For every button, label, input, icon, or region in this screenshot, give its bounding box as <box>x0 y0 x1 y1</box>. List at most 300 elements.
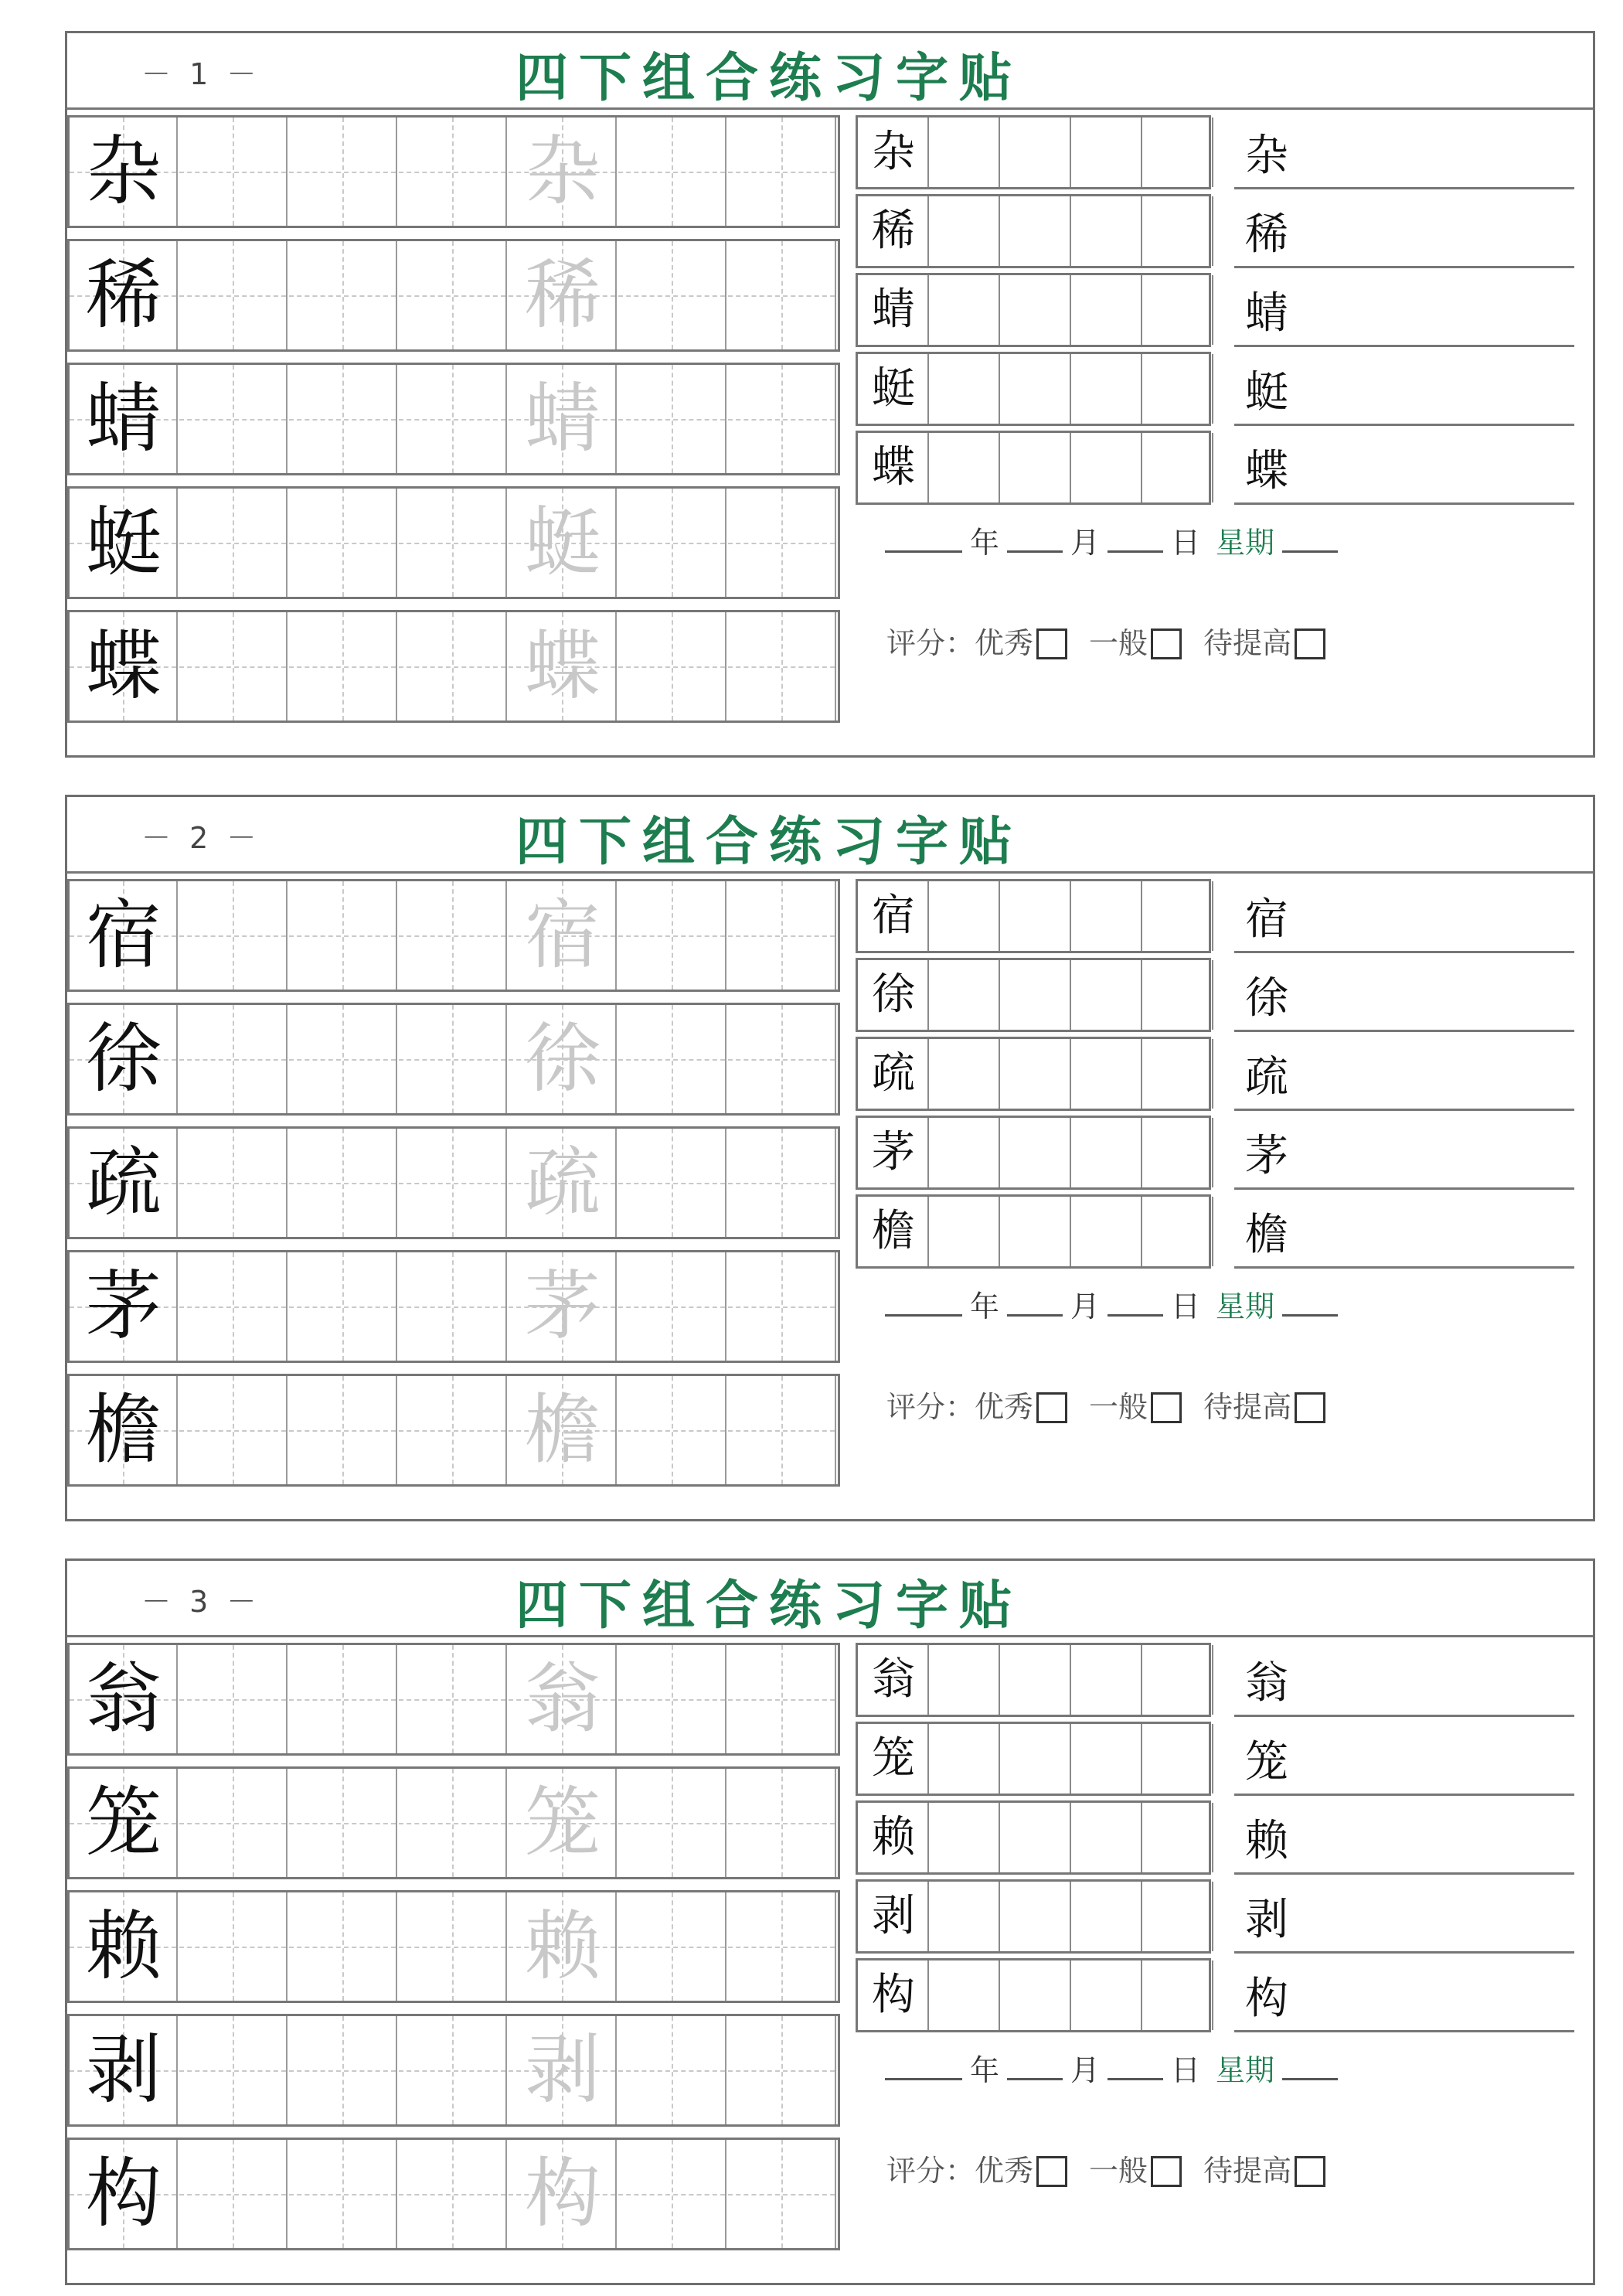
grid-cell[interactable] <box>179 1129 288 1237</box>
trace-character: 杂 <box>524 128 601 216</box>
grid-cell[interactable] <box>179 365 288 473</box>
grid-cell[interactable] <box>728 1129 836 1237</box>
score-label: 评分： <box>886 1390 975 1424</box>
date-line <box>885 1283 1338 1325</box>
grid-cell[interactable] <box>728 1252 836 1361</box>
grid-cell[interactable] <box>289 365 397 473</box>
small-model-character: 茅 <box>872 1127 915 1177</box>
grid-cell[interactable] <box>179 881 288 990</box>
day-blank[interactable] <box>1108 2055 1163 2080</box>
score-option-excellent: 优秀 <box>975 626 1034 660</box>
grid-cell[interactable] <box>289 2016 397 2124</box>
practice-row <box>67 1374 840 1487</box>
grid-cell[interactable] <box>728 881 836 990</box>
small-grid-cell[interactable] <box>1000 1039 1071 1109</box>
grid-cell[interactable] <box>728 1769 836 1877</box>
small-grid-cell[interactable] <box>929 118 1000 187</box>
small-grid-cell[interactable] <box>1000 960 1071 1030</box>
grid-cell[interactable] <box>618 1129 726 1237</box>
small-grid-cell[interactable] <box>1071 881 1142 951</box>
score-line <box>886 619 1347 662</box>
small-grid-cell[interactable] <box>929 1645 1000 1715</box>
month-blank[interactable] <box>1007 2055 1063 2080</box>
line-character: 茅 <box>1245 1131 1288 1181</box>
title-rule <box>67 871 1593 874</box>
trace-character: 茅 <box>524 1262 601 1351</box>
sheet-title: 四下组合练习字贴 <box>515 1576 1023 1637</box>
date-line <box>885 2046 1338 2089</box>
small-grid-cell[interactable] <box>1000 354 1071 424</box>
grid-cell[interactable] <box>289 1005 397 1113</box>
small-grid-cell[interactable] <box>1071 1803 1142 1872</box>
line-character: 蜓 <box>1245 367 1288 417</box>
small-practice-row <box>856 1722 1211 1796</box>
grid-cell[interactable] <box>179 118 288 226</box>
grid-cell[interactable] <box>728 118 836 226</box>
writing-line[interactable] <box>1234 431 1574 505</box>
score-label: 评分： <box>886 626 975 660</box>
small-grid-cell[interactable] <box>1142 1645 1213 1715</box>
small-grid-cell[interactable] <box>1000 118 1071 187</box>
grid-cell[interactable] <box>728 1645 836 1753</box>
model-character: 蜻 <box>85 375 162 463</box>
grid-cell[interactable] <box>399 365 507 473</box>
small-grid-cell[interactable] <box>929 275 1000 345</box>
trace-character: 蝶 <box>524 622 601 710</box>
small-grid-cell[interactable] <box>929 1803 1000 1872</box>
small-grid-cell[interactable] <box>1071 1724 1142 1794</box>
small-grid-cell[interactable] <box>1000 1197 1071 1266</box>
year-label: 年 <box>970 1289 1000 1323</box>
small-grid-cell[interactable] <box>1071 118 1142 187</box>
practice-sheet <box>65 795 1595 1521</box>
small-grid-cell[interactable] <box>1000 1882 1071 1951</box>
grid-cell[interactable] <box>289 1769 397 1877</box>
small-practice-row <box>856 1958 1211 2032</box>
practice-row <box>67 1766 840 1879</box>
writing-line[interactable] <box>1234 352 1574 426</box>
practice-row <box>67 1003 840 1116</box>
line-character: 翁 <box>1245 1658 1288 1708</box>
day-label: 日 <box>1171 2053 1201 2087</box>
weekday-label: 星期 <box>1216 526 1275 560</box>
practice-row <box>67 1126 840 1239</box>
score-line <box>886 2147 1347 2189</box>
model-character: 徐 <box>85 1015 162 1103</box>
small-grid-cell[interactable] <box>929 1960 1000 2030</box>
writing-line[interactable] <box>1234 1037 1574 1111</box>
trace-character: 疏 <box>524 1139 601 1227</box>
grid-cell[interactable] <box>618 1645 726 1753</box>
small-grid-cell[interactable] <box>1071 433 1142 502</box>
practice-row <box>67 486 840 599</box>
model-character: 杂 <box>85 128 162 216</box>
small-practice-row <box>856 352 1211 426</box>
practice-row <box>67 363 840 475</box>
grid-cell[interactable] <box>728 612 836 720</box>
grid-cell[interactable] <box>399 1892 507 2001</box>
small-grid-cell[interactable] <box>1142 1724 1213 1794</box>
grid-cell[interactable] <box>618 2140 726 2248</box>
model-character: 檐 <box>85 1386 162 1474</box>
score-option-excellent: 优秀 <box>975 2154 1034 2188</box>
sheet-title: 四下组合练习字贴 <box>515 48 1023 109</box>
small-model-character: 笼 <box>872 1733 915 1783</box>
small-grid-cell[interactable] <box>1000 1118 1071 1187</box>
line-character: 稀 <box>1245 210 1288 260</box>
model-character: 赖 <box>85 1903 162 1991</box>
page-number: － 2 － <box>141 821 261 855</box>
grid-cell[interactable] <box>618 1252 726 1361</box>
grid-cell[interactable] <box>179 1252 288 1361</box>
small-grid-cell[interactable] <box>929 354 1000 424</box>
score-line <box>886 1383 1347 1426</box>
trace-character: 檐 <box>524 1386 601 1474</box>
score-label: 评分： <box>886 2154 975 2188</box>
score-option-needs-improvement: 待提高 <box>1203 1390 1292 1424</box>
small-grid-cell[interactable] <box>929 1197 1000 1266</box>
small-model-character: 徐 <box>872 969 915 1020</box>
line-character: 笼 <box>1245 1737 1288 1787</box>
score-option-average: 一般 <box>1089 626 1148 660</box>
grid-cell[interactable] <box>618 489 726 597</box>
year-blank[interactable] <box>885 1291 962 1317</box>
grid-cell[interactable] <box>179 1376 288 1484</box>
line-character: 蜻 <box>1245 288 1288 339</box>
small-practice-row <box>856 879 1211 953</box>
practice-row <box>67 879 840 992</box>
grid-cell[interactable] <box>728 2016 836 2124</box>
grid-cell[interactable] <box>289 118 397 226</box>
year-label: 年 <box>970 2053 1000 2087</box>
grid-cell[interactable] <box>728 489 836 597</box>
grid-cell[interactable] <box>179 241 288 349</box>
line-character: 剥 <box>1245 1895 1288 1945</box>
small-model-character: 赖 <box>872 1812 915 1862</box>
line-character: 蝶 <box>1245 446 1288 496</box>
model-character: 稀 <box>85 251 162 339</box>
writing-line[interactable] <box>1234 1958 1574 2032</box>
practice-row <box>67 1890 840 2003</box>
small-practice-row <box>856 115 1211 189</box>
line-character: 徐 <box>1245 973 1288 1024</box>
practice-row <box>67 2014 840 2127</box>
writing-line[interactable] <box>1234 273 1574 347</box>
small-grid-cell[interactable] <box>1142 275 1213 345</box>
month-blank[interactable] <box>1007 1291 1063 1317</box>
writing-line[interactable] <box>1234 1879 1574 1954</box>
small-grid-cell[interactable] <box>929 196 1000 266</box>
grid-cell[interactable] <box>618 612 726 720</box>
small-grid-cell[interactable] <box>1071 196 1142 266</box>
small-practice-row <box>856 1643 1211 1717</box>
practice-row <box>67 115 840 228</box>
practice-sheet <box>65 31 1595 758</box>
practice-row <box>67 239 840 352</box>
small-practice-row <box>856 1194 1211 1269</box>
small-grid-cell[interactable] <box>1071 1960 1142 2030</box>
grid-cell[interactable] <box>399 1376 507 1484</box>
small-practice-row <box>856 431 1211 505</box>
model-character: 构 <box>85 2150 162 2238</box>
model-character: 翁 <box>85 1655 162 1743</box>
trace-character: 翁 <box>524 1655 601 1743</box>
small-grid-cell[interactable] <box>929 960 1000 1030</box>
score-checkbox-needs-improvement[interactable] <box>1295 2156 1325 2187</box>
trace-character: 蜻 <box>524 375 601 463</box>
score-checkbox-average[interactable] <box>1151 2156 1182 2187</box>
practice-row <box>67 1250 840 1363</box>
grid-cell[interactable] <box>289 241 397 349</box>
writing-line[interactable] <box>1234 1116 1574 1190</box>
score-checkbox-needs-improvement[interactable] <box>1295 1392 1325 1423</box>
score-checkbox-average[interactable] <box>1151 1392 1182 1423</box>
line-character: 檐 <box>1245 1210 1288 1260</box>
small-grid-cell[interactable] <box>1071 960 1142 1030</box>
small-grid-cell[interactable] <box>1000 433 1071 502</box>
weekday-label: 星期 <box>1216 2053 1275 2087</box>
trace-character: 宿 <box>524 891 601 979</box>
trace-character: 稀 <box>524 251 601 339</box>
score-checkbox-needs-improvement[interactable] <box>1295 629 1325 659</box>
grid-cell[interactable] <box>179 1892 288 2001</box>
small-model-character: 蝶 <box>872 442 915 492</box>
year-label: 年 <box>970 526 1000 560</box>
small-model-character: 蜻 <box>872 284 915 335</box>
grid-cell[interactable] <box>399 1769 507 1877</box>
small-model-character: 剥 <box>872 1891 915 1941</box>
small-model-character: 杂 <box>872 127 915 177</box>
grid-cell[interactable] <box>179 2016 288 2124</box>
grid-cell[interactable] <box>399 1252 507 1361</box>
small-grid-cell[interactable] <box>1000 881 1071 951</box>
small-model-character: 檐 <box>872 1206 915 1256</box>
grid-cell[interactable] <box>618 1376 726 1484</box>
score-option-needs-improvement: 待提高 <box>1203 626 1292 660</box>
small-grid-cell[interactable] <box>1071 1197 1142 1266</box>
grid-cell[interactable] <box>728 365 836 473</box>
grid-cell[interactable] <box>289 1252 397 1361</box>
grid-cell[interactable] <box>179 1005 288 1113</box>
small-model-character: 蜓 <box>872 363 915 414</box>
writing-line[interactable] <box>1234 1643 1574 1717</box>
trace-character: 徐 <box>524 1015 601 1103</box>
score-option-average: 一般 <box>1089 1390 1148 1424</box>
small-grid-cell[interactable] <box>1071 354 1142 424</box>
small-grid-cell[interactable] <box>1000 1645 1071 1715</box>
line-character: 杂 <box>1245 131 1288 181</box>
small-grid-cell[interactable] <box>1142 1197 1213 1266</box>
small-grid-cell[interactable] <box>1000 1724 1071 1794</box>
month-label: 月 <box>1070 2053 1101 2087</box>
small-grid-cell[interactable] <box>1142 354 1213 424</box>
writing-line[interactable] <box>1234 958 1574 1032</box>
grid-cell[interactable] <box>289 1376 397 1484</box>
score-option-excellent: 优秀 <box>975 1390 1034 1424</box>
small-grid-cell[interactable] <box>1071 1118 1142 1187</box>
grid-cell[interactable] <box>728 1005 836 1113</box>
small-grid-cell[interactable] <box>1142 960 1213 1030</box>
small-model-character: 翁 <box>872 1654 915 1705</box>
model-character: 宿 <box>85 891 162 979</box>
page-number: － 3 － <box>141 1585 261 1619</box>
small-grid-cell[interactable] <box>929 1039 1000 1109</box>
model-character: 疏 <box>85 1139 162 1227</box>
trace-character: 剥 <box>524 2026 601 2114</box>
sheet-title: 四下组合练习字贴 <box>515 812 1023 873</box>
grid-cell[interactable] <box>618 1769 726 1877</box>
score-checkbox-excellent[interactable] <box>1036 2156 1067 2187</box>
trace-character: 蜓 <box>524 499 601 587</box>
small-grid-cell[interactable] <box>929 881 1000 951</box>
small-model-character: 宿 <box>872 891 915 941</box>
score-checkbox-average[interactable] <box>1151 629 1182 659</box>
small-grid-cell[interactable] <box>1142 881 1213 951</box>
grid-cell[interactable] <box>728 1892 836 2001</box>
grid-cell[interactable] <box>728 241 836 349</box>
grid-cell[interactable] <box>399 1005 507 1113</box>
grid-cell[interactable] <box>618 1892 726 2001</box>
grid-cell[interactable] <box>289 1645 397 1753</box>
small-practice-row <box>856 273 1211 347</box>
line-character: 构 <box>1245 1974 1288 2024</box>
grid-cell[interactable] <box>289 881 397 990</box>
writing-line[interactable] <box>1234 1194 1574 1269</box>
writing-line[interactable] <box>1234 879 1574 953</box>
writing-line[interactable] <box>1234 115 1574 189</box>
grid-cell[interactable] <box>618 881 726 990</box>
writing-line[interactable] <box>1234 194 1574 268</box>
small-grid-cell[interactable] <box>929 1882 1000 1951</box>
grid-cell[interactable] <box>728 1376 836 1484</box>
grid-cell[interactable] <box>179 2140 288 2248</box>
year-blank[interactable] <box>885 527 962 553</box>
small-grid-cell[interactable] <box>1071 1039 1142 1109</box>
line-character: 赖 <box>1245 1816 1288 1866</box>
page-number: － 1 － <box>141 57 261 91</box>
title-rule <box>67 107 1593 110</box>
trace-character: 构 <box>524 2150 601 2238</box>
writing-line[interactable] <box>1234 1800 1574 1875</box>
score-option-average: 一般 <box>1089 2154 1148 2188</box>
day-label: 日 <box>1171 1289 1201 1323</box>
small-grid-cell[interactable] <box>1000 1960 1071 2030</box>
month-blank[interactable] <box>1007 527 1063 553</box>
small-practice-row <box>856 1879 1211 1954</box>
trace-character: 笼 <box>524 1779 601 1867</box>
grid-cell[interactable] <box>399 612 507 720</box>
year-blank[interactable] <box>885 2055 962 2080</box>
model-character: 剥 <box>85 2026 162 2114</box>
small-grid-cell[interactable] <box>1000 1803 1071 1872</box>
small-grid-cell[interactable] <box>1071 1645 1142 1715</box>
line-character: 宿 <box>1245 894 1288 945</box>
small-grid-cell[interactable] <box>929 1118 1000 1187</box>
practice-row <box>67 610 840 723</box>
grid-cell[interactable] <box>618 365 726 473</box>
grid-cell[interactable] <box>399 1129 507 1237</box>
grid-cell[interactable] <box>179 612 288 720</box>
small-grid-cell[interactable] <box>1071 1882 1142 1951</box>
small-grid-cell[interactable] <box>1142 196 1213 266</box>
grid-cell[interactable] <box>179 1769 288 1877</box>
score-checkbox-excellent[interactable] <box>1036 629 1067 659</box>
model-character: 蜓 <box>85 499 162 587</box>
grid-cell[interactable] <box>399 118 507 226</box>
small-grid-cell[interactable] <box>1142 433 1213 502</box>
grid-cell[interactable] <box>399 2016 507 2124</box>
grid-cell[interactable] <box>399 1645 507 1753</box>
trace-character: 赖 <box>524 1903 601 1991</box>
grid-cell[interactable] <box>399 881 507 990</box>
grid-cell[interactable] <box>728 2140 836 2248</box>
grid-cell[interactable] <box>179 489 288 597</box>
grid-cell[interactable] <box>618 1005 726 1113</box>
small-grid-cell[interactable] <box>1071 275 1142 345</box>
weekday-blank[interactable] <box>1282 527 1338 553</box>
practice-row <box>67 1643 840 1756</box>
score-option-needs-improvement: 待提高 <box>1203 2154 1292 2188</box>
day-blank[interactable] <box>1108 1291 1163 1317</box>
model-character: 茅 <box>85 1262 162 1351</box>
small-practice-row <box>856 1116 1211 1190</box>
small-model-character: 疏 <box>872 1048 915 1099</box>
small-practice-row <box>856 1037 1211 1111</box>
small-model-character: 构 <box>872 1970 915 2020</box>
small-grid-cell[interactable] <box>1142 1882 1213 1951</box>
small-grid-cell[interactable] <box>1142 1039 1213 1109</box>
grid-cell[interactable] <box>399 489 507 597</box>
small-grid-cell[interactable] <box>1000 196 1071 266</box>
small-grid-cell[interactable] <box>1142 1803 1213 1872</box>
weekday-label: 星期 <box>1216 1289 1275 1323</box>
grid-cell[interactable] <box>289 612 397 720</box>
small-grid-cell[interactable] <box>1142 1960 1213 2030</box>
grid-cell[interactable] <box>179 1645 288 1753</box>
grid-cell[interactable] <box>289 2140 397 2248</box>
date-line <box>885 519 1338 561</box>
grid-cell[interactable] <box>618 241 726 349</box>
grid-cell[interactable] <box>399 2140 507 2248</box>
small-grid-cell[interactable] <box>929 1724 1000 1794</box>
small-practice-row <box>856 194 1211 268</box>
line-character: 疏 <box>1245 1052 1288 1102</box>
small-grid-cell[interactable] <box>929 433 1000 502</box>
month-label: 月 <box>1070 1289 1101 1323</box>
small-grid-cell[interactable] <box>1142 1118 1213 1187</box>
grid-cell[interactable] <box>289 1892 397 2001</box>
writing-line[interactable] <box>1234 1722 1574 1796</box>
grid-cell[interactable] <box>399 241 507 349</box>
grid-cell[interactable] <box>618 2016 726 2124</box>
day-label: 日 <box>1171 526 1201 560</box>
small-grid-cell[interactable] <box>1142 118 1213 187</box>
month-label: 月 <box>1070 526 1101 560</box>
grid-cell[interactable] <box>289 489 397 597</box>
model-character: 蝶 <box>85 622 162 710</box>
day-blank[interactable] <box>1108 527 1163 553</box>
weekday-blank[interactable] <box>1282 1291 1338 1317</box>
small-practice-row <box>856 1800 1211 1875</box>
small-practice-row <box>856 958 1211 1032</box>
grid-cell[interactable] <box>618 118 726 226</box>
weekday-blank[interactable] <box>1282 2055 1338 2080</box>
small-model-character: 稀 <box>872 206 915 256</box>
small-grid-cell[interactable] <box>1000 275 1071 345</box>
practice-row <box>67 2138 840 2250</box>
score-checkbox-excellent[interactable] <box>1036 1392 1067 1423</box>
grid-cell[interactable] <box>289 1129 397 1237</box>
